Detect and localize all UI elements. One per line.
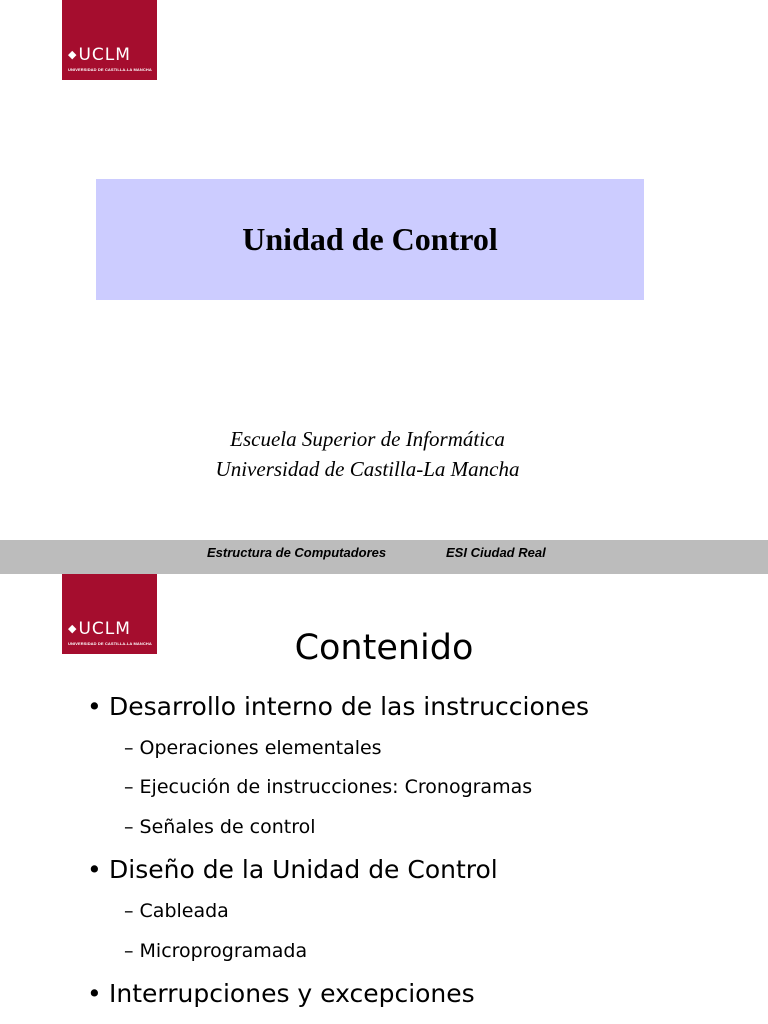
bullet-dot-icon: • xyxy=(87,692,102,721)
institution-line-1: Escuela Superior de Informática xyxy=(230,427,505,451)
bullet-item xyxy=(87,853,498,887)
uclm-logo-mark: ◆UCLM xyxy=(68,45,131,65)
sub-bullet-item: – Cableada xyxy=(124,900,229,922)
uclm-logo-subtitle: UNIVERSIDAD DE CASTILLA-LA MANCHA xyxy=(68,641,152,646)
uclm-logo-text: UCLM xyxy=(78,619,131,639)
sub-bullet-item: – Microprogramada xyxy=(124,940,308,962)
bullet-item xyxy=(87,977,475,1011)
slide-title-box xyxy=(96,179,644,300)
bullet-dot-icon: • xyxy=(87,979,102,1008)
sub-bullet-item: – Señales de control xyxy=(124,816,316,838)
contents-title: Contenido xyxy=(294,628,474,668)
institution-line-2: Universidad de Castilla-La Mancha xyxy=(215,457,520,481)
bullet-text: Desarrollo interno de las instrucciones xyxy=(109,692,590,721)
uclm-logo xyxy=(62,0,157,80)
uclm-logo-subtitle: UNIVERSIDAD DE CASTILLA-LA MANCHA xyxy=(68,67,152,72)
bullet-text: Interrupciones y excepciones xyxy=(109,979,475,1008)
slide-title: Unidad de Control xyxy=(242,221,498,257)
bullet-dot-icon: • xyxy=(87,855,102,884)
uclm-logo-text: UCLM xyxy=(78,45,131,65)
footer-course: Estructura de Computadores xyxy=(207,545,387,560)
uclm-logo-mark: ◆UCLM xyxy=(68,619,131,639)
sub-bullet-item: – Operaciones elementales xyxy=(124,737,382,759)
bullet-item xyxy=(87,690,589,724)
bullet-text: Diseño de la Unidad de Control xyxy=(109,855,498,884)
footer-campus: ESI Ciudad Real xyxy=(446,545,546,560)
sub-bullet-item: – Ejecución de instrucciones: Cronogramas xyxy=(124,776,533,798)
footer-band xyxy=(0,540,768,574)
